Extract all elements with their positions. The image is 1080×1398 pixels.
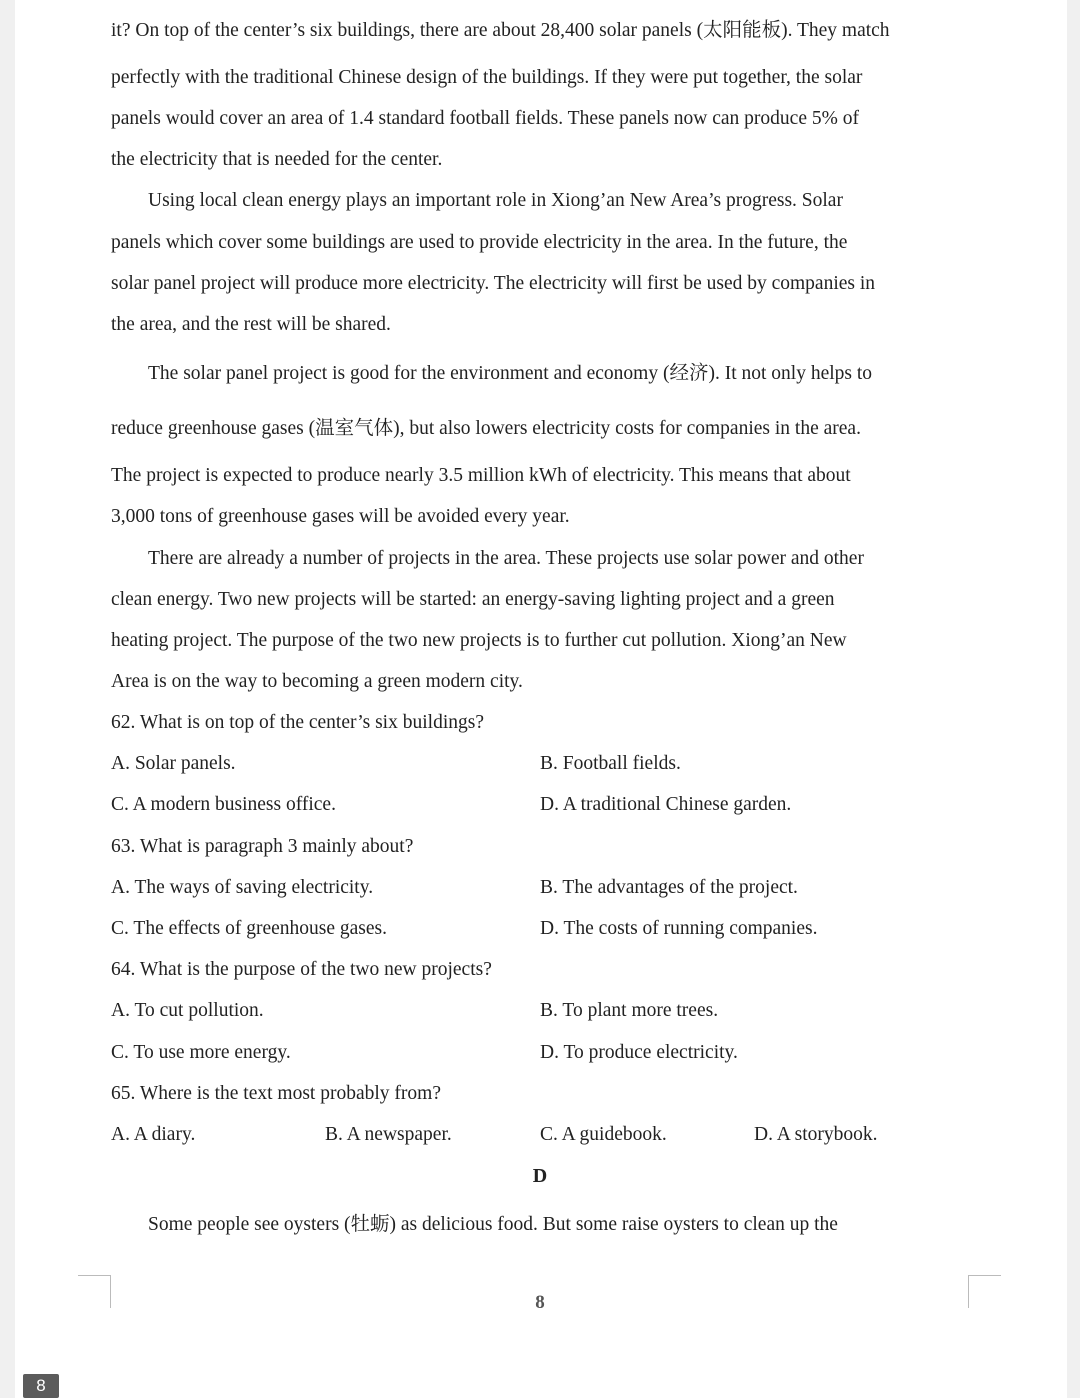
- option-d: D. A storybook.: [754, 1124, 878, 1145]
- passage-line: panels would cover an area of 1.4 standard football fields. These panels now can produce 5% of: [111, 108, 859, 129]
- page-number: 8: [535, 1292, 545, 1313]
- option-b: B. A newspaper.: [325, 1124, 452, 1145]
- passage-line: the electricity that is needed for the center.: [111, 149, 443, 170]
- passage-line: Using local clean energy plays an important role in Xiong’an New Area’s progress. Solar: [148, 190, 843, 211]
- question-stem: 63. What is paragraph 3 mainly about?: [111, 836, 414, 857]
- option-b: B. The advantages of the project.: [540, 877, 798, 898]
- passage-line: the area, and the rest will be shared.: [111, 314, 391, 335]
- viewer-page-indicator[interactable]: 8: [23, 1374, 59, 1398]
- passage-line: solar panel project will produce more electricity. The electricity will first be used by companies in: [111, 273, 876, 294]
- option-a: A. The ways of saving electricity.: [111, 877, 374, 898]
- option-c: C. A guidebook.: [540, 1124, 667, 1145]
- option-d: D. The costs of running companies.: [540, 918, 818, 939]
- option-c: C. A modern business office.: [111, 794, 336, 815]
- option-a: A. A diary.: [111, 1124, 196, 1145]
- passage-line: Area is on the way to becoming a green modern city.: [111, 671, 523, 692]
- option-d: D. A traditional Chinese garden.: [540, 794, 792, 815]
- option-a: A. Solar panels.: [111, 753, 236, 774]
- passage-line: heating project. The purpose of the two new projects is to further cut pollution. Xiong’an New: [111, 630, 847, 651]
- passage-line: it? On top of the center’s six buildings, there are about 28,400 solar panels (太阳能板). They match: [111, 20, 890, 41]
- passage-line: reduce greenhouse gases (温室气体), but also lowers electricity costs for companies in the area.: [111, 418, 861, 439]
- section-heading: D: [532, 1165, 548, 1187]
- passage-line: There are already a number of projects in the area. These projects use solar power and other: [148, 548, 864, 569]
- question-stem: 65. Where is the text most probably from?: [111, 1083, 441, 1104]
- option-b: B. Football fields.: [540, 753, 681, 774]
- option-c: C. The effects of greenhouse gases.: [111, 918, 387, 939]
- passage-line: 3,000 tons of greenhouse gases will be avoided every year.: [111, 506, 570, 527]
- passage-line: Some people see oysters (牡蛎) as delicious food. But some raise oysters to clean up the: [148, 1214, 838, 1235]
- option-c: C. To use more energy.: [111, 1042, 291, 1063]
- option-d: D. To produce electricity.: [540, 1042, 738, 1063]
- option-a: A. To cut pollution.: [111, 1000, 264, 1021]
- passage-line: perfectly with the traditional Chinese design of the buildings. If they were put together, the solar: [111, 67, 863, 88]
- option-b: B. To plant more trees.: [540, 1000, 719, 1021]
- passage-line: clean energy. Two new projects will be started: an energy-saving lighting project and a green: [111, 589, 835, 610]
- question-stem: 64. What is the purpose of the two new projects?: [111, 959, 492, 980]
- passage-line: The solar panel project is good for the environment and economy (经济). It not only helps to: [148, 363, 873, 384]
- passage-line: panels which cover some buildings are used to provide electricity in the area. In the future, the: [111, 232, 848, 253]
- passage-line: The project is expected to produce nearly 3.5 million kWh of electricity. This means that about: [111, 465, 851, 486]
- question-stem: 62. What is on top of the center’s six buildings?: [111, 712, 484, 733]
